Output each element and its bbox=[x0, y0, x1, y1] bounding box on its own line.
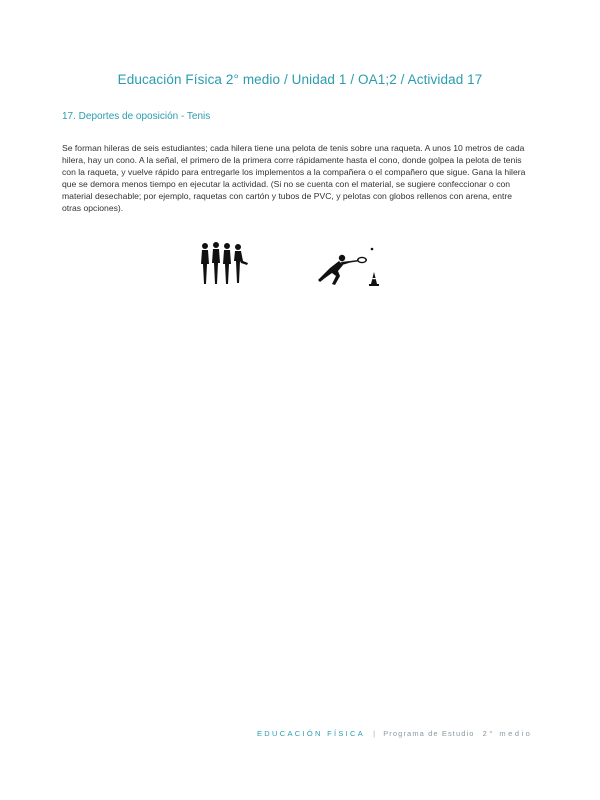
page-footer bbox=[257, 729, 532, 738]
footer-separator: | bbox=[373, 729, 376, 738]
tennis-player-cone-icon bbox=[312, 246, 384, 295]
description-paragraph: Se forman hileras de seis estudiantes; cada hilera tiene una pelota de tenis sobre una raqueta. A unos 10 metros de cada hilera, hay un cono. A la señal, el primero de la primera corre rápidamente hasta el cono, donde golpea la pelota de tenis con la raqueta, y vuelve rápido para entregarle los implementos a la compañera o el compañero que sigue. Gana la hilera que se demora menos tiempo en ejecutar la actividad. (Si no se cuenta con el material, se sugiere confeccionar o con material desechable; por ejemplo, raquetas con cartón y tubos de PVC, y pelotas con globos rellenos con arena, entre otras opciones). bbox=[62, 143, 526, 214]
footer-program: Programa de Estudio bbox=[383, 729, 475, 738]
students-in-line-icon bbox=[196, 240, 252, 291]
section-heading: 17. Deportes de oposición - Tenis bbox=[62, 111, 211, 122]
footer-level: 2° medio bbox=[482, 729, 533, 738]
footer-subject: EDUCACIÓN FÍSICA bbox=[257, 729, 366, 738]
page-title: Educación Física 2° medio / Unidad 1 / OA1;2 / Actividad 17 bbox=[117, 72, 483, 87]
activity-description bbox=[62, 142, 532, 215]
